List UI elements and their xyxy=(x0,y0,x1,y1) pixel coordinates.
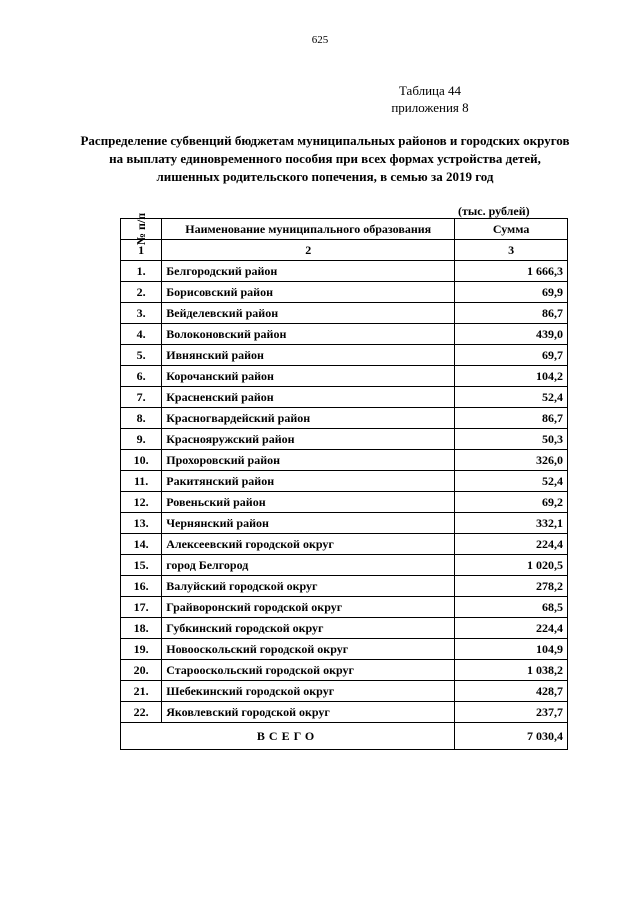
row-name: Прохоровский район xyxy=(162,450,455,471)
unit-note: (тыс. рублей) xyxy=(458,204,530,218)
row-name: Красненский район xyxy=(162,387,455,408)
row-name: Волоконовский район xyxy=(162,324,455,345)
table-row xyxy=(121,702,568,723)
row-number: 8. xyxy=(121,408,162,429)
row-name: Вейделевский район xyxy=(162,303,455,324)
table-row xyxy=(121,618,568,639)
table-row xyxy=(121,366,568,387)
row-sum: 69,2 xyxy=(455,492,568,513)
table-row xyxy=(121,555,568,576)
total-sum: 7 030,4 xyxy=(455,723,568,750)
row-sum: 68,5 xyxy=(455,597,568,618)
row-name: Ивнянский район xyxy=(162,345,455,366)
table-row xyxy=(121,408,568,429)
row-number: 5. xyxy=(121,345,162,366)
table-row xyxy=(121,345,568,366)
total-row xyxy=(121,723,568,750)
table-row xyxy=(121,660,568,681)
row-number: 15. xyxy=(121,555,162,576)
row-number: 22. xyxy=(121,702,162,723)
column-index-cell: 3 xyxy=(455,240,568,261)
total-label: ВСЕГО xyxy=(121,723,455,750)
row-sum: 69,7 xyxy=(455,345,568,366)
row-sum: 69,9 xyxy=(455,282,568,303)
row-number: 9. xyxy=(121,429,162,450)
row-number: 13. xyxy=(121,513,162,534)
table-row xyxy=(121,513,568,534)
document-title: Распределение субвенций бюджетам муниципальных районов и городских округов на выплату единовременного пособия при всех формах устройства детей, лишенных родительского попечения, в семью за 2019 год xyxy=(80,133,570,184)
table-row xyxy=(121,471,568,492)
row-name: Ровеньский район xyxy=(162,492,455,513)
row-sum: 428,7 xyxy=(455,681,568,702)
row-number: 2. xyxy=(121,282,162,303)
row-number: 11. xyxy=(121,471,162,492)
subsidy-table xyxy=(120,212,568,750)
row-sum: 439,0 xyxy=(455,324,568,345)
row-number: 10. xyxy=(121,450,162,471)
header-name: Наименование муниципального образования xyxy=(162,219,455,240)
table-row xyxy=(121,261,568,282)
row-name: Алексеевский городской округ xyxy=(162,534,455,555)
row-sum: 1 666,3 xyxy=(455,261,568,282)
row-sum: 86,7 xyxy=(455,408,568,429)
row-number: 7. xyxy=(121,387,162,408)
row-number: 18. xyxy=(121,618,162,639)
row-sum: 326,0 xyxy=(455,450,568,471)
column-index-cell: 1 xyxy=(121,240,162,261)
row-name: Шебекинский городской округ xyxy=(162,681,455,702)
caption-table-number: Таблица 44 xyxy=(398,83,462,98)
row-name: Красногвардейский район xyxy=(162,408,455,429)
row-name: Белгородский район xyxy=(162,261,455,282)
row-sum: 224,4 xyxy=(455,534,568,555)
table-row xyxy=(121,303,568,324)
row-sum: 224,4 xyxy=(455,618,568,639)
table-row xyxy=(121,324,568,345)
table-row xyxy=(121,597,568,618)
row-number: 19. xyxy=(121,639,162,660)
header-sum: Сумма xyxy=(455,219,568,240)
row-name: город Белгород xyxy=(162,555,455,576)
row-name: Старооскольский городской округ xyxy=(162,660,455,681)
row-name: Чернянский район xyxy=(162,513,455,534)
row-sum: 104,2 xyxy=(455,366,568,387)
row-name: Губкинский городской округ xyxy=(162,618,455,639)
row-name: Валуйский городской округ xyxy=(162,576,455,597)
row-number: 17. xyxy=(121,597,162,618)
table-row xyxy=(121,681,568,702)
table-footer xyxy=(121,723,568,750)
row-name: Краснояружский район xyxy=(162,429,455,450)
row-sum: 1 038,2 xyxy=(455,660,568,681)
table-row xyxy=(121,429,568,450)
table-row xyxy=(121,534,568,555)
header-row xyxy=(121,219,568,240)
table-row xyxy=(121,282,568,303)
row-sum: 237,7 xyxy=(455,702,568,723)
table-row xyxy=(121,450,568,471)
column-index-row xyxy=(121,240,568,261)
table-body xyxy=(121,240,568,723)
row-name: Борисовский район xyxy=(162,282,455,303)
row-name: Грайворонский городской округ xyxy=(162,597,455,618)
row-number: 3. xyxy=(121,303,162,324)
row-number: 16. xyxy=(121,576,162,597)
row-sum: 278,2 xyxy=(455,576,568,597)
table-row xyxy=(121,576,568,597)
row-number: 6. xyxy=(121,366,162,387)
table-row xyxy=(121,639,568,660)
row-number: 14. xyxy=(121,534,162,555)
header-num-label: № п/п xyxy=(134,212,149,246)
row-name: Корочанский район xyxy=(162,366,455,387)
row-sum: 332,1 xyxy=(455,513,568,534)
row-sum: 52,4 xyxy=(455,387,568,408)
page-number: 625 xyxy=(311,34,329,46)
row-name: Новооскольский городской округ xyxy=(162,639,455,660)
row-sum: 50,3 xyxy=(455,429,568,450)
row-name: Ракитянский район xyxy=(162,471,455,492)
row-sum: 86,7 xyxy=(455,303,568,324)
table-row xyxy=(121,387,568,408)
column-index-cell: 2 xyxy=(162,240,455,261)
caption-appendix: приложения 8 xyxy=(391,100,469,115)
table-caption xyxy=(360,82,500,116)
table-header xyxy=(121,212,568,246)
row-name: Яковлевский городской округ xyxy=(162,702,455,723)
row-number: 20. xyxy=(121,660,162,681)
row-sum: 52,4 xyxy=(455,471,568,492)
row-number: 21. xyxy=(121,681,162,702)
header-num xyxy=(121,212,162,246)
row-sum: 104,9 xyxy=(455,639,568,660)
row-sum: 1 020,5 xyxy=(455,555,568,576)
row-number: 12. xyxy=(121,492,162,513)
row-number: 1. xyxy=(121,261,162,282)
row-number: 4. xyxy=(121,324,162,345)
table-row xyxy=(121,492,568,513)
